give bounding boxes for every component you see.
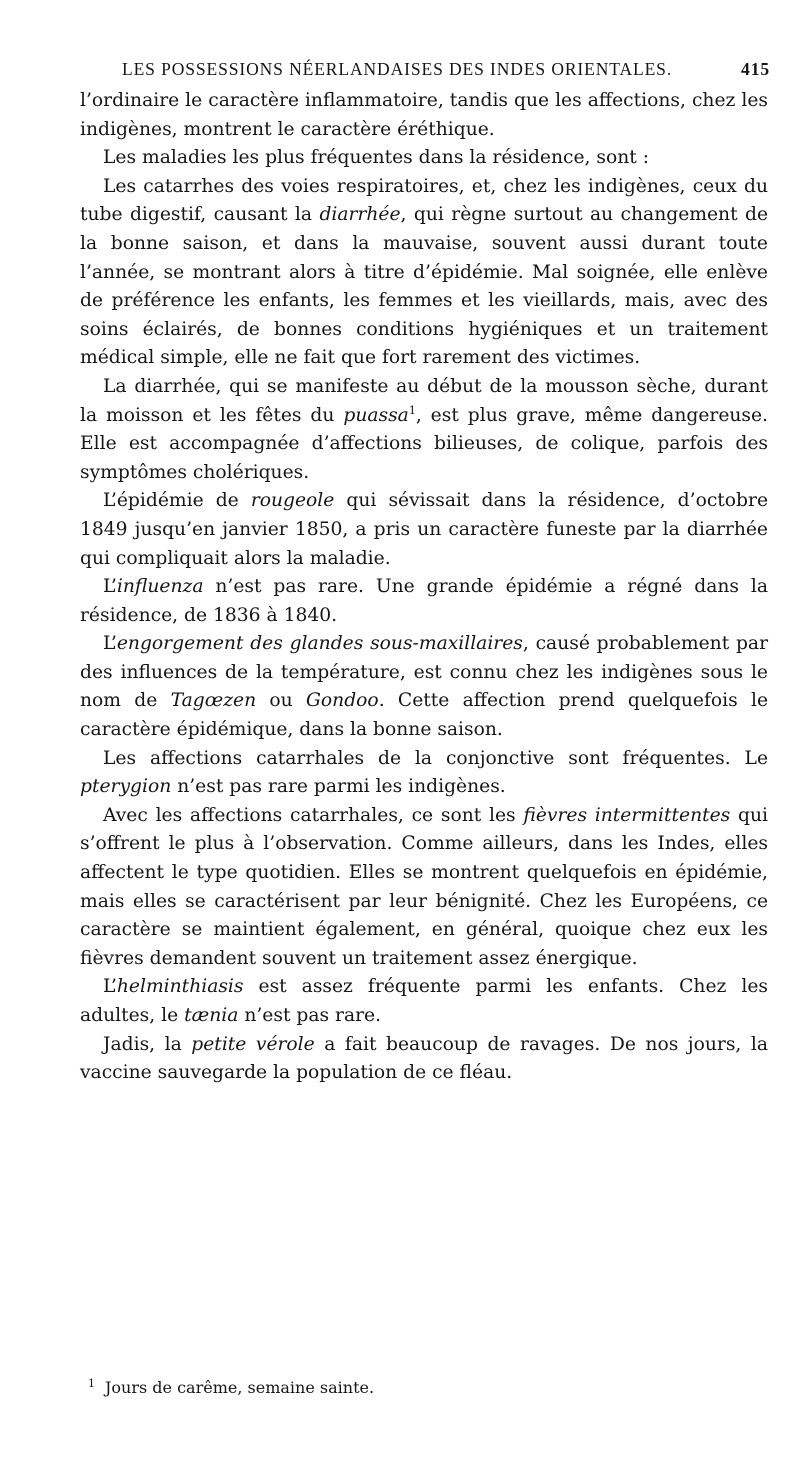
italic-term: puassa xyxy=(343,404,409,426)
paragraph xyxy=(80,1031,768,1088)
italic-term: engorgement des glandes sous-maxillaires xyxy=(116,633,523,655)
text-run: ou xyxy=(256,690,306,712)
paragraph xyxy=(80,144,768,173)
text-run: Avec les affections catarrhales, ce sont les xyxy=(103,804,524,826)
text-run: , causé probablement par des influences de la température, est connu chez les indigènes sous le nom de xyxy=(80,633,768,712)
running-title: LES POSSESSIONS NÉERLANDAISES DES INDES ORIENTALES. xyxy=(122,59,673,79)
text-run: qui s’offrent le plus à l’observation. Comme ailleurs, dans les Indes, elles affectent le type quotidien. Elles se montrent quelquefois en épidémie, mais elles se caractérisent par leur bénignité. Chez les Européens, ce caractère se maintient également, en général, quoique chez eux les fièvres demandent souvent un traitement assez énergique. xyxy=(80,804,769,969)
text-run: Les affections catarrhales de la conjonctive sont fréquentes. Le xyxy=(103,747,768,769)
text-run: L’ xyxy=(103,633,117,655)
text-run: n’est pas rare parmi les indigènes. xyxy=(171,776,506,798)
italic-term: diarrhée xyxy=(319,204,401,226)
text-run: La diarrhée, qui se manifeste au début de la mousson sèche, durant la moisson et les fêtes du xyxy=(80,375,768,426)
paragraph xyxy=(80,373,768,487)
footnote-text: Jours de carême, semaine sainte. xyxy=(105,1378,375,1397)
italic-term: helminthiasis xyxy=(116,976,244,998)
body-text xyxy=(80,87,768,1088)
text-run: Les catarrhes des voies respiratoires, et, chez les indigènes, ceux du tube digestif, causant la xyxy=(80,175,768,226)
italic-term: influenza xyxy=(116,576,204,598)
paragraph xyxy=(80,573,768,630)
text-run: Jadis, la xyxy=(103,1033,192,1055)
text-run: L’ xyxy=(103,976,117,998)
page-number: 415 xyxy=(741,59,770,79)
italic-term: Tagœzen xyxy=(170,690,257,712)
italic-term: Gondoo xyxy=(306,690,379,712)
italic-term: pterygion xyxy=(80,776,172,798)
italic-term: rougeole xyxy=(250,490,335,512)
text-run: l’ordinaire le caractère inflammatoire, tandis que les affections, chez les indigènes, montrent le caractère éréthique. xyxy=(80,90,768,140)
running-head xyxy=(60,57,770,81)
paragraph xyxy=(80,487,768,573)
text-run: qui sévissait dans la résidence, d’octobre 1849 jusqu’en janvier 1850, a pris un caractère funeste par la diarrhée qui compliquait alors la maladie. xyxy=(80,490,769,569)
footnote xyxy=(88,1373,688,1399)
text-run: L’épidémie de xyxy=(103,490,251,512)
italic-term: petite vérole xyxy=(191,1033,315,1055)
text-run: n’est pas rare. Une grande épidémie a régné dans la résidence, de 1836 à 1840. xyxy=(80,576,768,626)
paragraph xyxy=(80,630,768,744)
text-run: , qui règne surtout au changement de la bonne saison, et dans la mauvaise, souvent aussi durant toute l’année, se montrant alors à titre d’épidémie. Mal soignée, elle enlève de préférence les enfants, les femmes et les vieillards, mais, avec des soins éclairés, de bonnes conditions hygiéniques et un traitement médical simple, elle ne fait que fort rarement des victimes. xyxy=(80,204,768,369)
text-run: Les maladies les plus fréquentes dans la résidence, sont : xyxy=(103,147,650,169)
text-run: , est plus grave, même dangereuse. Elle est accompagnée d’affections bilieuses, de colique, parfois des symptômes cholériques. xyxy=(80,404,768,483)
italic-term: tænia xyxy=(184,1005,239,1026)
paragraph xyxy=(80,745,768,802)
paragraph xyxy=(80,973,768,1030)
paragraph xyxy=(80,802,768,974)
italic-term: fièvres intermittentes xyxy=(523,804,731,826)
footnote-mark: 1 xyxy=(88,1377,95,1390)
text-run: . Cette affection prend quelquefois le caractère épidémique, dans la bonne saison. xyxy=(80,690,768,741)
footnote-reference: 1 xyxy=(408,403,416,417)
paragraph xyxy=(80,173,768,373)
text-run: n’est pas rare. xyxy=(238,1005,382,1026)
paragraph xyxy=(80,87,768,144)
text-run: a fait beaucoup de ravages. De nos jours, la vaccine sauvegarde la population de ce fléau. xyxy=(80,1033,768,1084)
text-run: est assez fréquente parmi les enfants. Chez les adultes, le xyxy=(80,976,768,1026)
text-run: L’ xyxy=(103,576,117,598)
